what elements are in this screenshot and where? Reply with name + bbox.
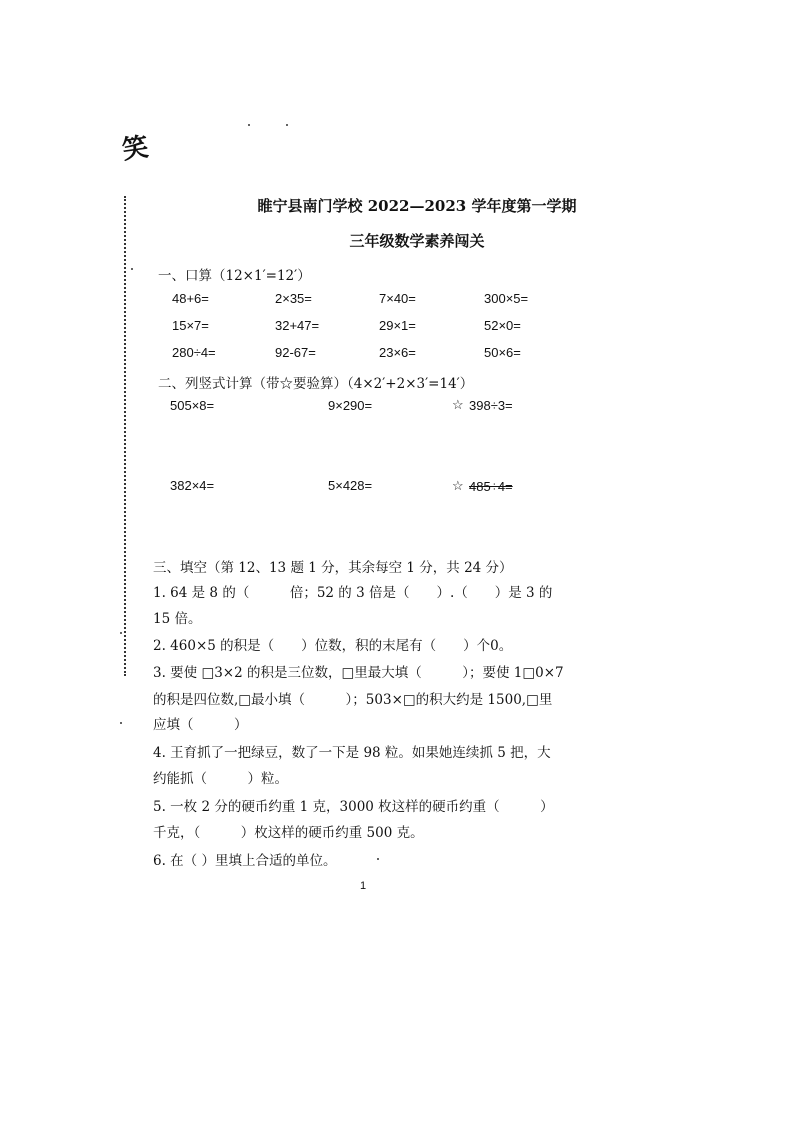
oral-calc-item: 29×1=: [379, 318, 416, 333]
scan-speck: [286, 124, 288, 126]
oral-calc-item: 15×7=: [172, 318, 209, 333]
fill-question-line: 约能抓（ ）粒。: [153, 771, 288, 787]
oral-calc-item: 50×6=: [484, 345, 521, 360]
fill-question-line: 4. 王育抓了一把绿豆，数了一下是 98 粒。如果她连续抓 5 把，大: [153, 745, 551, 761]
vertical-calc-item: 505×8=: [170, 398, 215, 413]
fill-question-line: 15 倍。: [153, 611, 202, 627]
binding-margin-line: [124, 196, 126, 676]
star-mark-icon: ☆: [452, 479, 464, 494]
oral-calc-item: 2×35=: [275, 291, 312, 306]
exam-title-line2: 三年级数学素养闯关: [349, 232, 485, 250]
oral-calc-item: 32+47=: [275, 318, 320, 333]
scan-speck: [120, 632, 122, 634]
section2-heading: 二、列竖式计算（带☆要验算）（4×2′+2×3′=14′）: [158, 376, 474, 392]
star-mark-icon: ☆: [452, 398, 464, 413]
fill-question-line: 千克，（ ）枚这样的硬币约重 500 克。: [153, 825, 424, 841]
fill-question-line: 3. 要使 □3×2 的积是三位数，□里最大填（ ）；要使 1□0×7: [153, 665, 564, 681]
vertical-calc-item: 5×428=: [328, 478, 373, 493]
vertical-calc-item: 485÷4=: [469, 479, 513, 494]
oral-calc-item: 300×5=: [484, 291, 529, 306]
page-number: 1: [360, 880, 367, 892]
fill-question-line: 6. 在（ ）里填上合适的单位。: [153, 853, 337, 869]
fill-question-line: 2. 460×5 的积是（ ）位数，积的末尾有（ ）个0。: [153, 638, 513, 654]
oral-calc-item: 23×6=: [379, 345, 416, 360]
oral-calc-item: 280÷4=: [172, 345, 216, 360]
oral-calc-item: 48+6=: [172, 291, 209, 306]
scan-speck: [377, 858, 379, 860]
scan-speck: [120, 722, 122, 724]
fill-question-line: 1. 64 是 8 的（ 倍；52 的 3 倍是（ ）.（ ）是 3 的: [153, 585, 553, 601]
section3-heading: 三、填空（第 12、13 题 1 分，其余每空 1 分，共 24 分）: [153, 560, 513, 576]
exam-title-line1: 睢宁县南门学校 2022—2023 学年度第一学期: [257, 197, 577, 215]
section1-heading: 一、口算（12×1′=12′）: [158, 268, 311, 284]
corner-handwriting-mark: 笑: [120, 132, 151, 166]
oral-calc-item: 92-67=: [275, 345, 316, 360]
fill-question-line: 应填（ ）: [153, 717, 248, 733]
oral-calc-item: 7×40=: [379, 291, 416, 306]
scan-speck: [131, 268, 133, 270]
oral-calc-item: 52×0=: [484, 318, 521, 333]
fill-question-line: 的积是四位数,□最小填（ ）；503×□的积大约是 1500,□里: [153, 692, 553, 708]
scan-speck: [248, 124, 250, 126]
fill-question-line: 5. 一枚 2 分的硬币约重 1 克，3000 枚这样的硬币约重（ ）: [153, 799, 554, 815]
vertical-calc-item: 382×4=: [170, 478, 215, 493]
vertical-calc-item: 9×290=: [328, 398, 373, 413]
vertical-calc-item: 398÷3=: [469, 398, 513, 413]
